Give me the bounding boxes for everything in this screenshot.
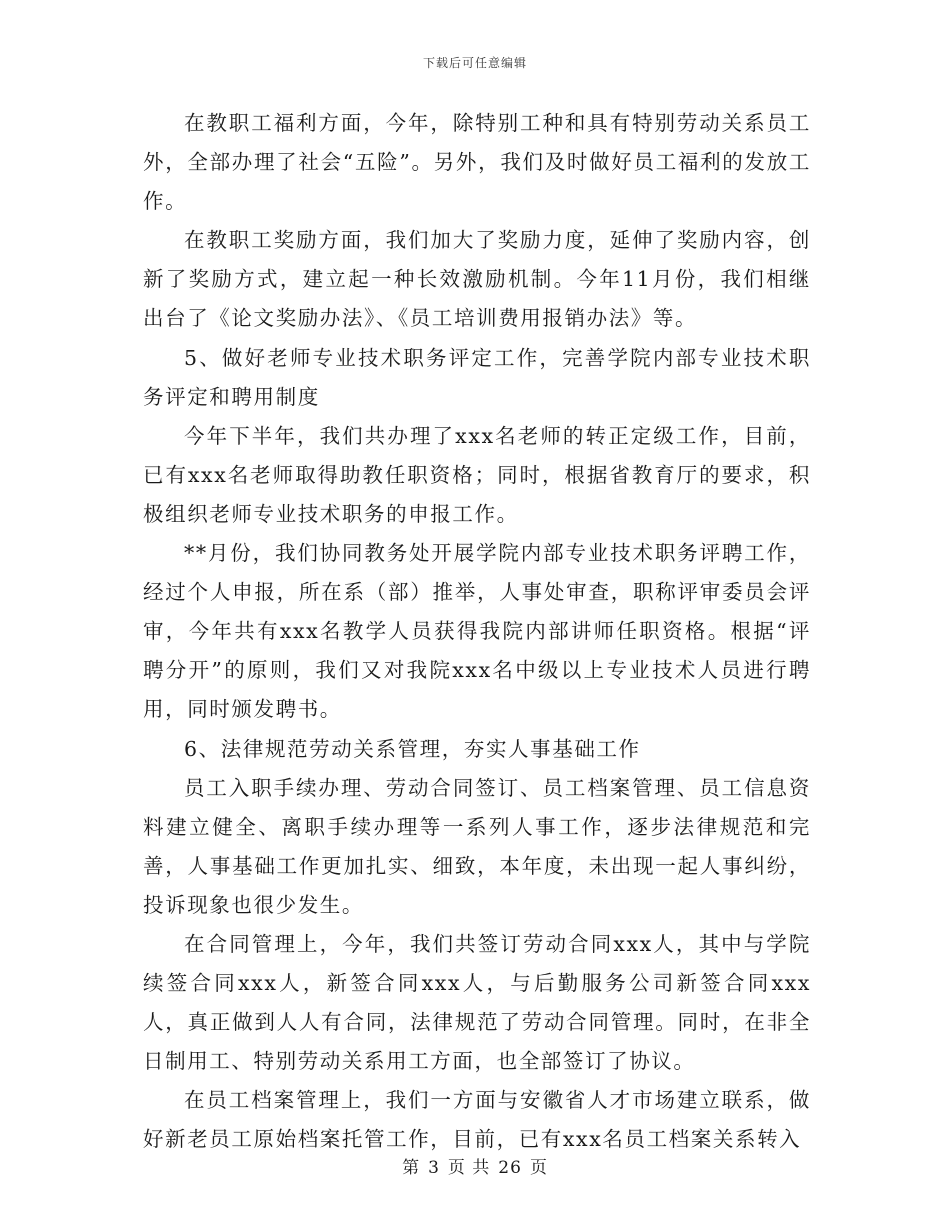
paragraph-rewards: 在教职工奖励方面，我们加大了奖励力度，延伸了奖励内容，创新了奖励方式，建立起一种长效激励机制。今年11月份，我们相继出台了《论文奖励办法》、《员工培训费用报销办法》等。 [143, 228, 811, 331]
footer-middle: 页 共 [447, 1158, 491, 1178]
paragraph-contracts: 在合同管理上，今年，我们共签订劳动合同xxx人，其中与学院续签合同xxx人，新签合同xxx人，与后勤服务公司新签合同xxx人，真正做到人人有合同，法律规范了劳动合同管理。同时，在非全日制用工、特别劳动关系用工方面，也全部签订了协议。 [143, 931, 811, 1074]
paragraph-evaluation: **月份，我们协同教务处开展学院内部专业技术职务评聘工作，经过个人申报，所在系（部）推举，人事处审查，职称评审委员会评审，今年共有xxx名教学人员获得我院内部讲师任职资格。根据“评聘分开”的原则，我们又对我院xxx名中级以上专业技术人员进行聘用，同时颁发聘书。 [143, 541, 811, 722]
page-header-note: 下载后可任意编辑 [422, 56, 527, 70]
section-heading-5: 5、做好老师专业技术职务评定工作，完善学院内部专业技术职务评定和聘用制度 [143, 345, 811, 409]
footer-prefix: 第 [402, 1158, 421, 1178]
document-body [143, 104, 811, 1160]
paragraph-archives: 在员工档案管理上，我们一方面与安徽省人才市场建立联系，做好新老员工原始档案托管工作，目前，已有xxx名员工档案关系转入 [143, 1088, 811, 1152]
footer-current-page: 3 [428, 1158, 440, 1178]
section-heading-6: 6、法律规范劳动关系管理，夯实人事基础工作 [184, 736, 641, 761]
paragraph-promotion: 今年下半年，我们共办理了xxx名老师的转正定级工作，目前，已有xxx名老师取得助教任职资格；同时，根据省教育厅的要求，积极组织老师专业技术职务的申报工作。 [143, 423, 811, 526]
paragraph-welfare: 在教职工福利方面，今年，除特别工种和具有特别劳动关系员工外，全部办理了社会“五险”。另外，我们及时做好员工福利的发放工作。 [143, 111, 811, 214]
footer-suffix: 页 [529, 1158, 548, 1178]
page-number-footer [0, 1153, 950, 1178]
paragraph-hr-basics: 员工入职手续办理、劳动合同签订、员工档案管理、员工信息资料建立健全、离职手续办理等一系列人事工作，逐步法律规范和完善，人事基础工作更加扎实、细致，本年度，未出现一起人事纠纷，投诉现象也很少发生。 [143, 775, 811, 917]
footer-total-pages: 26 [498, 1158, 522, 1178]
